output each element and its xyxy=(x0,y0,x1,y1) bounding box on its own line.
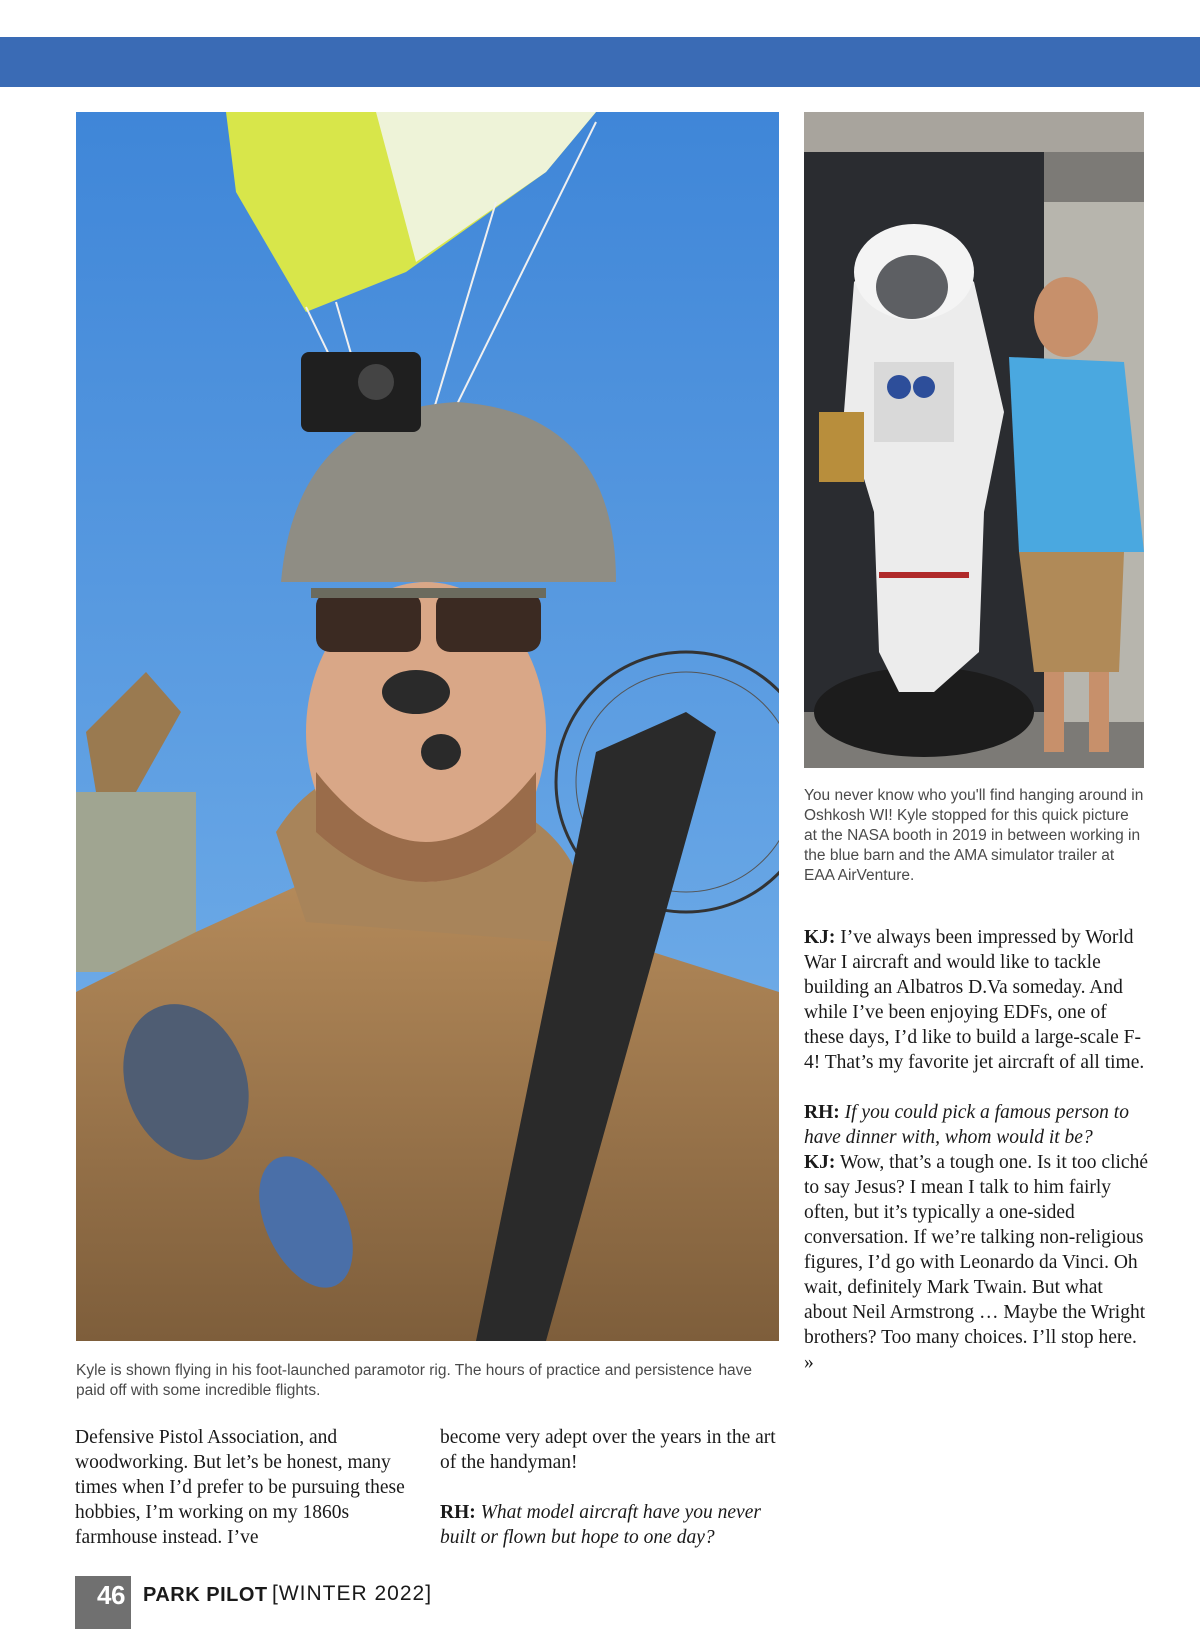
header-color-bar xyxy=(0,37,1200,87)
answer-dinner xyxy=(804,1150,1149,1375)
question-text: What model aircraft have you never built or flown but hope to one day? xyxy=(440,1502,761,1548)
paragraph-hobbies: Defensive Pistol Association, and woodworking. But let’s be honest, many times when I’d prefer to be pursuing these hobbies, I’m working on my 1860s farmhouse instead. I’ve xyxy=(75,1427,405,1548)
answer-aircraft xyxy=(804,925,1149,1075)
page-number: 46 xyxy=(97,1580,125,1610)
paramotor-selfie-photo xyxy=(76,112,779,1341)
nasa-booth-photo xyxy=(804,112,1144,768)
nasa-photo-caption: You never know who you'll find hanging around in Oshkosh WI! Kyle stopped for this quick picture at the NASA booth in 2019 in between working in the blue barn and the AMA simulator trailer at EAA AirVenture. xyxy=(804,787,1144,884)
paramotor-photo-illustration xyxy=(76,112,779,1341)
body-column-right xyxy=(804,925,1149,1375)
body-column-middle xyxy=(440,1425,785,1550)
answer-text: I’ve always been impressed by World War I aircraft and would like to tackle building an Albatros D.Va someday. And while I’ve been enjoying EDFs, one of these days, I’d like to build a large-scale F-4! That’s my favorite jet aircraft of all time. xyxy=(804,927,1145,1073)
page-footer xyxy=(75,1576,475,1629)
speaker-label: KJ: xyxy=(804,1152,836,1173)
paragraph-handyman: become very adept over the years in the art of the handyman! xyxy=(440,1427,776,1473)
question-dinner xyxy=(804,1100,1149,1150)
speaker-label: RH: xyxy=(440,1502,476,1523)
issue-label: [WINTER 2022] xyxy=(272,1582,433,1605)
question-model-aircraft xyxy=(440,1500,785,1550)
nasa-photo-illustration xyxy=(804,112,1144,768)
magazine-name: PARK PILOT xyxy=(143,1584,268,1606)
speaker-label: RH: xyxy=(804,1102,840,1123)
body-column-left xyxy=(75,1425,420,1550)
answer-text: Wow, that’s a tough one. Is it too cliché to say Jesus? I mean I talk to him fairly often, but it’s typically a one-sided conversation. If we’re talking non-religious figures, I’d go with Leonardo da Vinci. Oh wait, definitely Mark Twain. But what about Neil Armstrong … Maybe the Wright brothers? Too many choices. I’ll stop here. » xyxy=(804,1152,1148,1373)
speaker-label: KJ: xyxy=(804,927,836,948)
question-text: If you could pick a famous person to have dinner with, whom would it be? xyxy=(804,1102,1129,1148)
paramotor-photo-caption: Kyle is shown flying in his foot-launched paramotor rig. The hours of practice and persistence have paid off with some incredible flights. xyxy=(76,1362,753,1399)
